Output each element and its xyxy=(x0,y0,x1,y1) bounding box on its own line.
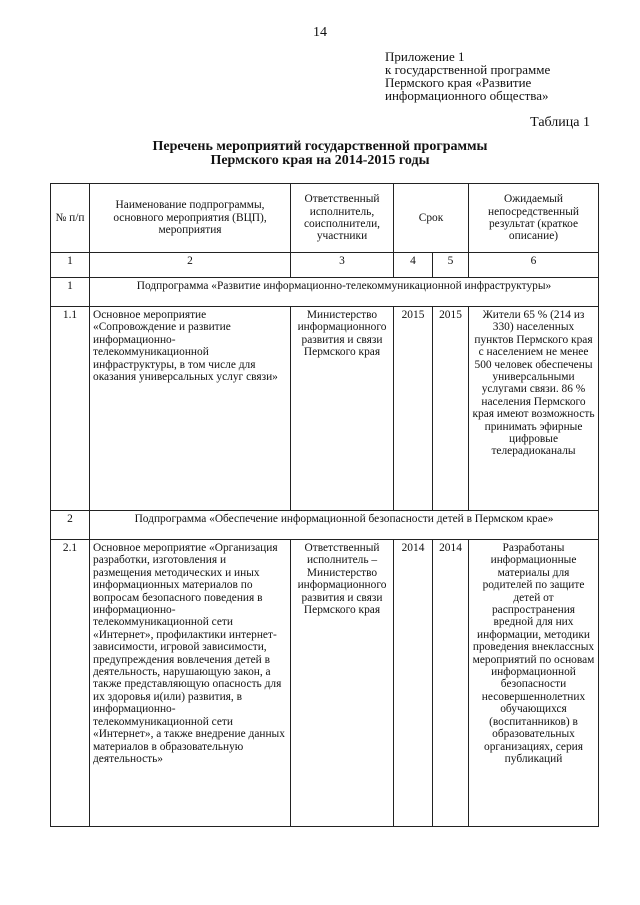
column-number: 1 xyxy=(51,253,90,278)
row-num: 2 xyxy=(51,511,90,540)
column-number: 3 xyxy=(291,253,394,278)
measure-start-year: 2014 xyxy=(394,540,433,827)
appendix-note xyxy=(385,50,550,102)
row-num: 1 xyxy=(51,278,90,307)
title-line-2: Пермского края на 2014-2015 годы xyxy=(210,153,430,168)
header-term: Срок xyxy=(394,184,469,253)
subprogram-title: Подпрограмма «Обеспечение информационной безопасности детей в Пермском крае» xyxy=(90,511,599,540)
appendix-line: Приложение 1 xyxy=(385,49,465,64)
column-number: 5 xyxy=(433,253,469,278)
measure-start-year: 2015 xyxy=(394,307,433,511)
table-label: Таблица 1 xyxy=(530,115,590,130)
column-number: 2 xyxy=(90,253,291,278)
appendix-line: информационного общества» xyxy=(385,88,549,103)
measure-result: Жители 65 % (214 из 330) населенных пунктов Пермского края с населением не менее 500 человек обеспечены универсальными услугами связи. 86 % населения Пермского края имеют возможность принимать эфирные цифровые телерадиоканалы xyxy=(469,307,599,511)
table-row xyxy=(51,540,599,827)
header-result: Ожидаемый непосредственный результат (краткое описание) xyxy=(469,184,599,253)
appendix-line: к государственной программе xyxy=(385,62,551,77)
document-title xyxy=(0,140,640,168)
header-num: № п/п xyxy=(51,184,90,253)
subprogram-row xyxy=(51,278,599,307)
measure-name: Основное мероприятие «Организация разработки, изготовления и размещения методических и иных информационных материалов по вопросам безопасного поведения в информационно-телекоммуникационной сети «Интернет», профилактики интернет-зависимости, игровой зависимости, предупреждения вовлечения детей в деятельность, нарушающую закон, а также представляющую опасность для их здоровья и(или) развития, в информационно-телекоммуникационной сети «Интернет», а также внедрение данных материалов в образовательную деятельность» xyxy=(90,540,291,827)
measures-table xyxy=(50,183,599,827)
column-numbers-row xyxy=(51,253,599,278)
table-header-row xyxy=(51,184,599,253)
header-name: Наименование подпрограммы, основного мероприятия (ВЦП), мероприятия xyxy=(90,184,291,253)
measure-result: Разработаны информационные материалы для родителей по защите детей от распространения вредной для них информации, методики проведения внеклассных мероприятий по основам информационной безопасности несовершеннолетних обучающихся (воспитанников) в образовательных организациях, серия публикаций xyxy=(469,540,599,827)
column-number: 6 xyxy=(469,253,599,278)
measure-name: Основное мероприятие «Сопровождение и развитие информационно-телекоммуникационной инфраструктуры, в том числе для оказания универсальных услуг связи» xyxy=(90,307,291,511)
row-num: 1.1 xyxy=(51,307,90,511)
measure-end-year: 2015 xyxy=(433,307,469,511)
title-line-1: Перечень мероприятий государственной программы xyxy=(152,139,488,154)
measure-end-year: 2014 xyxy=(433,540,469,827)
row-num: 2.1 xyxy=(51,540,90,827)
appendix-line: Пермского края «Развитие xyxy=(385,75,532,90)
subprogram-title: Подпрограмма «Развитие информационно-телекоммуникационной инфраструктуры» xyxy=(90,278,599,307)
subprogram-row xyxy=(51,511,599,540)
column-number: 4 xyxy=(394,253,433,278)
page-number: 14 xyxy=(313,25,327,40)
measure-responsible: Министерство информационного развития и связи Пермского края xyxy=(291,307,394,511)
header-responsible: Ответственный исполнитель, соисполнители, участники xyxy=(291,184,394,253)
measure-responsible: Ответственный исполнитель – Министерство информационного развития и связи Пермского края xyxy=(291,540,394,827)
table-row xyxy=(51,307,599,511)
